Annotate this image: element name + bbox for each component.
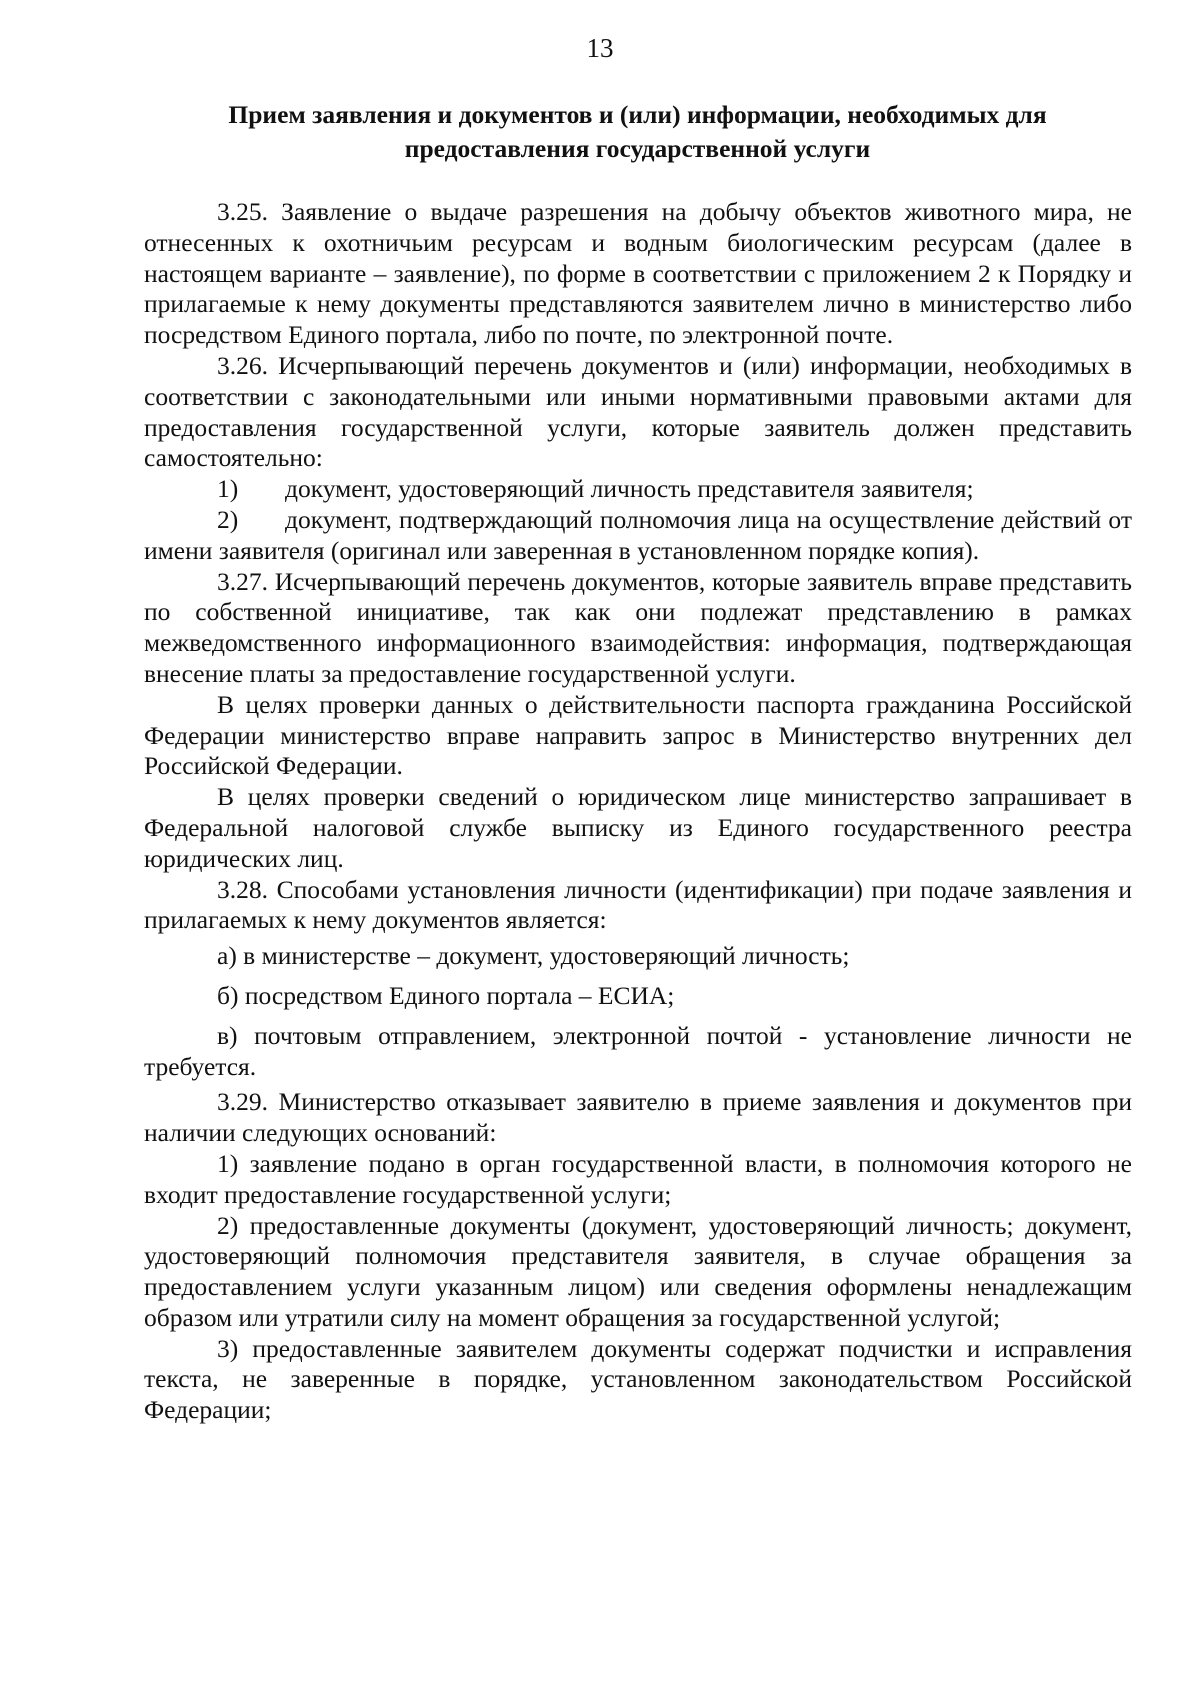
paragraph-3-26: 3.26. Исчерпывающий перечень документов и (или) информации, необходимых в соответствии с законодательными или иными нормативными правовыми актами для предоставления государственной услуги, которые заявитель должен представить самостоятельно:: [144, 350, 1132, 473]
section-heading-line-1: Прием заявления и документов и (или) информации, необходимых для: [228, 100, 1047, 129]
paragraph-3-29-item-1: 1) заявление подано в орган государственной власти, в полномочия которого не входит предоставление государственной услуги;: [144, 1148, 1132, 1209]
section-heading-line-2: предоставления государственной услуги: [404, 134, 871, 163]
paragraph-3-26-item-2: [144, 505, 1132, 567]
item-number: 2): [217, 504, 239, 534]
paragraph-3-27: 3.27. Исчерпывающий перечень документов, которые заявитель вправе представить по собственной инициативе, так как они подлежат представлению в рамках межведомственного информационного взаимодействия: информация, подтверждающая внесение платы за предоставление государственной услуги.: [144, 566, 1132, 688]
paragraph-3-28-a: а) в министерстве – документ, удостоверяющий личность;: [217, 941, 850, 971]
item-text: документ, подтверждающий полномочия лица на осуществление действий от имени заявителя (оригинал или заверенная в установленном порядке копия).: [144, 504, 1132, 565]
section-heading: [150, 98, 1125, 166]
paragraph-3-25: 3.25. Заявление о выдаче разрешения на добычу объектов животного мира, не отнесенных к охотничьим ресурсам и водным биологическим ресурсам (далее в настоящем варианте – заявление), по форме в соответствии с приложением 2 к Порядку и прилагаемые к нему документы представляются заявителем лично в министерство либо посредством Единого портала, либо по почте, по электронной почте.: [144, 197, 1132, 350]
paragraph-3-29: 3.29. Министерство отказывает заявителю в приеме заявления и документов при наличии следующих оснований:: [144, 1087, 1132, 1148]
paragraph-3-29-item-2: 2) предоставленные документы (документ, удостоверяющий личность; документ, удостоверяющий полномочия представителя заявителя, в случае обращения за предоставлением услуги указанным лицом) или сведения оформлены ненадлежащим образом или утратили силу на момент обращения за государственной услугой;: [144, 1210, 1132, 1332]
paragraph-3-28-c: в) почтовым отправлением, электронной почтой - установление личности не требуется.: [144, 1020, 1132, 1081]
paragraph-3-27-legal-entity: В целях проверки сведений о юридическом лице министерство запрашивает в Федеральной налоговой службе выписку из Единого государственного реестра юридических лиц.: [144, 782, 1132, 873]
item-number: 1): [217, 474, 239, 504]
paragraph-3-26-item-1: [144, 474, 1132, 505]
paragraph-3-28-b: б) посредством Единого портала – ЕСИА;: [217, 980, 675, 1010]
paragraph-3-28: 3.28. Способами установления личности (идентификации) при подаче заявления и прилагаемых к нему документов является:: [144, 874, 1132, 935]
document-body: [144, 197, 1132, 1426]
paragraph-3-29-item-3: 3) предоставленные заявителем документы содержат подчистки и исправления текста, не заверенные в порядке, установленном законодательством Российской Федерации;: [144, 1333, 1132, 1425]
paragraph-3-27-passport: В целях проверки данных о действительности паспорта гражданина Российской Федерации министерство вправе направить запрос в Министерство внутренних дел Российской Федерации.: [144, 689, 1132, 781]
item-text: документ, удостоверяющий личность представителя заявителя;: [285, 474, 974, 504]
page-number: 13: [586, 33, 614, 63]
